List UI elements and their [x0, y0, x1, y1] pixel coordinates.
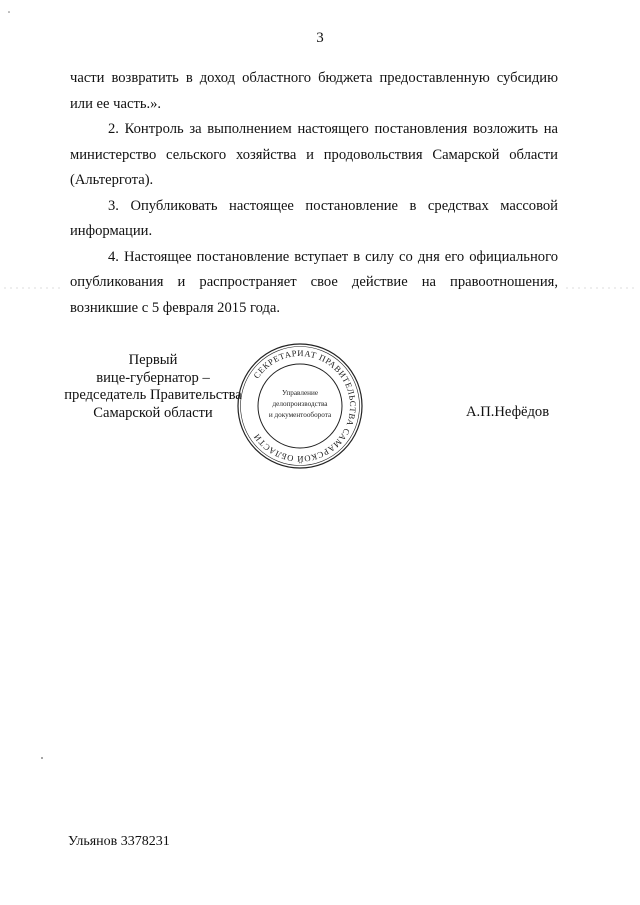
seal-center-line: делопроизводства	[272, 400, 328, 408]
signatory-title-line: председатель Правительства	[64, 387, 242, 403]
executor-info: Ульянов 3378231	[68, 834, 170, 849]
seal-center-line: и документооборота	[268, 411, 332, 419]
signatory-title	[58, 352, 248, 422]
signatory-title-line: Первый	[128, 352, 178, 368]
paragraph-2: 2. Контроль за выполнением настоящего постановления возложить на министерство сельского хозяйства и продовольствия Самарской области (Альтергота).	[70, 121, 558, 188]
seal-center-line: Управление	[281, 389, 319, 397]
signatory-title-line: Самарской области	[93, 404, 213, 421]
signatory-title-line: вице-губернатор –	[96, 369, 210, 386]
page-number: 3	[316, 30, 324, 46]
document-body	[70, 66, 558, 321]
paragraph-3: 3. Опубликовать настоящее постановление в средствах массовой информации.	[70, 197, 558, 239]
seal-ring-text: СЕКРЕТАРИАТ ПРАВИТЕЛЬСТВА САМАРСКОЙ ОБЛАСТИ	[251, 347, 359, 465]
paragraph-4: 4. Настоящее постановление вступает в силу со дня его официального опубликования и распространяет свое действие на правоотношения, возникшие с 5 февраля 2015 года.	[70, 248, 558, 316]
signatory-name: А.П.Нефёдов	[466, 404, 550, 420]
official-seal-stamp	[236, 342, 364, 470]
paragraph-continuation: части возвратить в доход областного бюджета предоставленную субсидию или ее часть.».	[70, 70, 558, 112]
